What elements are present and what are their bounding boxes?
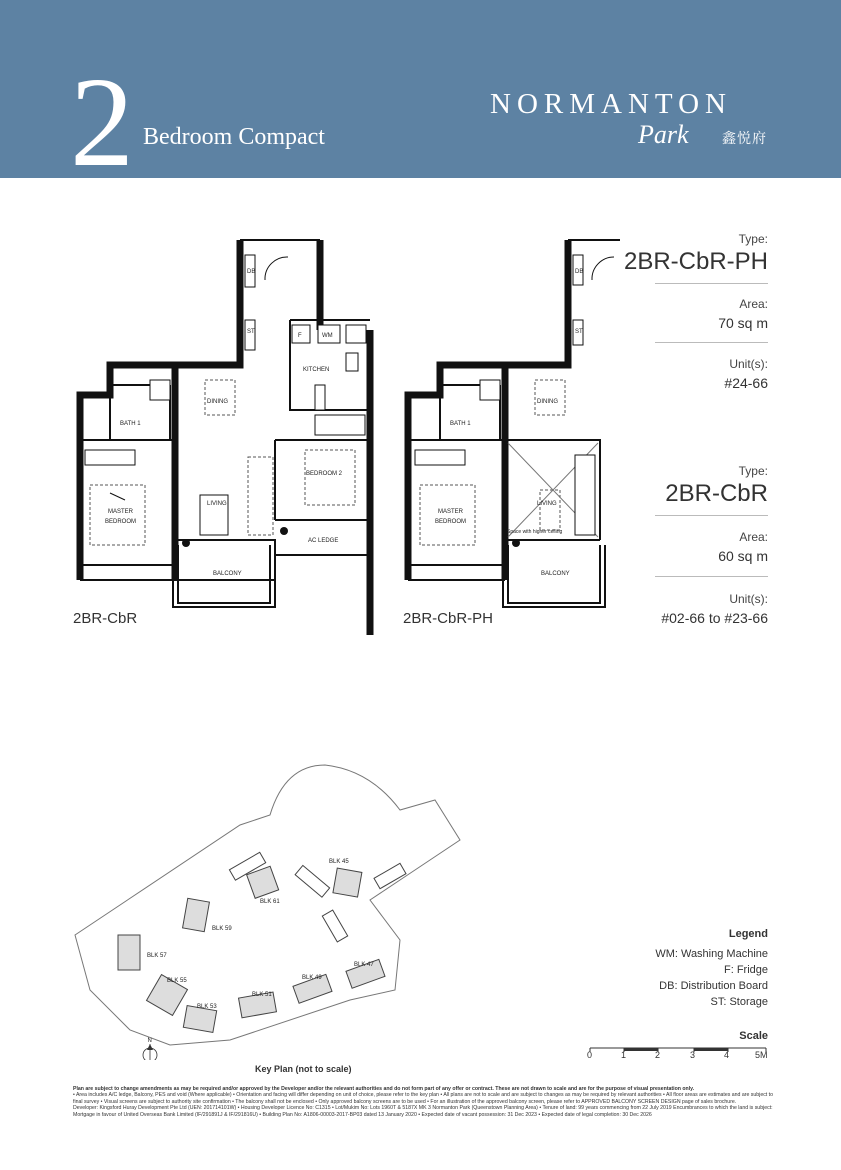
area-label-ph: Area: — [739, 297, 768, 311]
living-label-right: LIVING — [537, 501, 557, 507]
scale-title: Scale — [739, 1030, 768, 1042]
key-plan-site-drawing — [70, 760, 470, 1060]
plan-label-2br-cbr-ph: 2BR-CbR-PH — [403, 610, 494, 627]
units-value-cbr: #02-66 to #23-66 — [661, 610, 768, 626]
divider — [655, 515, 768, 516]
db-label-right: DB — [575, 269, 584, 275]
scale-tick: 1 — [621, 1050, 627, 1060]
units-value-ph: #24-66 — [724, 375, 768, 391]
bedroom2-label-left: BEDROOM 2 — [306, 471, 343, 477]
floor-plan-2br-cbr — [70, 235, 380, 645]
blk-label: BLK 59 — [212, 926, 232, 932]
brand-logo-chinese: 鑫悦府 — [722, 130, 767, 146]
disclaimer-notes: • Area includes A/C ledge, Balcony, PES and void (Where applicable) • Orientation and facing will differ depending on unit of choice, please refer to the key plan • All plans are not to scale and are subject to changes as may be required by relevant authorities • All floor areas are estimates and are subject to final survey • Visual screens are subject to authority site confirmation • The balcony shall not be enclosed • Only approved balcony screens are to be used • For an illustration of the approved balcony screen, please refer to APPROVED BALCONY SCREEN DESIGN page of sales brochure. — [73, 1092, 774, 1105]
balcony-label-right: BALCONY — [541, 571, 570, 577]
dining-label-left: DINING — [207, 399, 228, 405]
legend-item: ST: Storage — [710, 996, 768, 1008]
unit-category-title: Bedroom Compact — [143, 124, 325, 150]
type-label-cbr: Type: — [738, 464, 768, 478]
legend-title: Legend — [728, 928, 768, 940]
disclaimer-main: Plan are subject to change amendments as may be required and/or approved by the Developer and/or the relevant authorities and do not form part of any offer or contract. These are not drawn to scale and are for the purpose of visual presentation only. — [73, 1086, 695, 1092]
divider — [655, 576, 768, 577]
balcony-label-left: BALCONY — [213, 571, 242, 577]
units-label-ph: Unit(s): — [729, 357, 768, 371]
units-label-cbr: Unit(s): — [729, 592, 768, 606]
type-value-cbr: 2BR-CbR — [665, 480, 768, 507]
scale-tick: 5M — [755, 1050, 768, 1060]
units-info-ph — [568, 357, 768, 391]
divider — [655, 342, 768, 343]
area-info-ph — [568, 297, 768, 331]
higher-ceiling-label: Space with higher ceiling — [507, 529, 563, 535]
scale-tick: 2 — [655, 1050, 661, 1060]
scale-tick: 4 — [724, 1050, 730, 1060]
north-arrow-icon — [143, 1038, 157, 1060]
plan-label-2br-cbr: 2BR-CbR — [73, 610, 138, 627]
legend-item: F: Fridge — [723, 964, 768, 976]
wm-label-left: WM — [322, 333, 333, 339]
brand-logo-text: NORMANTON — [490, 88, 732, 120]
blk-label: BLK 45 — [329, 859, 349, 865]
db-label-left: DB — [247, 269, 256, 275]
blk-label: BLK 61 — [260, 899, 280, 905]
dining-label-right: DINING — [537, 399, 558, 405]
blk-label: BLK 51 — [252, 992, 272, 998]
area-label-cbr: Area: — [739, 530, 768, 544]
unit-info-ph — [568, 232, 768, 276]
kitchen-label-left: KITCHEN — [303, 367, 330, 373]
blk-label: BLK 55 — [167, 978, 187, 984]
units-info-cbr — [568, 592, 768, 626]
bath-label-right: BATH 1 — [450, 421, 471, 427]
floor-plan-2br-cbr-drawing — [70, 235, 380, 645]
st-label-left: ST — [247, 329, 255, 335]
brand-logo-script: Park — [638, 120, 689, 149]
fridge-label-left: F — [298, 333, 302, 339]
master-bedroom-label-left: BEDROOM — [105, 519, 137, 525]
master-bedroom-label-right: BEDROOM — [435, 519, 467, 525]
legend-item: DB: Distribution Board — [659, 980, 768, 992]
area-info-cbr — [568, 530, 768, 564]
type-value-ph: 2BR-CbR-PH — [623, 248, 768, 275]
master-label-left: MASTER — [108, 509, 134, 515]
st-label-right: ST — [575, 329, 583, 335]
unit-info-cbr — [568, 464, 768, 508]
blk-label: BLK 47 — [354, 962, 374, 968]
type-label-ph: Type: — [738, 232, 768, 246]
bath-label-left: BATH 1 — [120, 421, 141, 427]
ac-ledge-label-left: AC LEDGE — [308, 538, 339, 544]
bedroom-count: 2 — [70, 51, 134, 193]
legend — [655, 928, 768, 1012]
blk-label: BLK 57 — [147, 953, 167, 959]
key-plan — [70, 760, 470, 1065]
scale-bar — [588, 1047, 768, 1055]
area-value-ph: 70 sq m — [718, 315, 768, 331]
north-label: N — [147, 1038, 152, 1044]
disclaimer — [73, 1086, 773, 1118]
divider — [655, 283, 768, 284]
scale-tick: 3 — [690, 1050, 696, 1060]
disclaimer-developer: Developer: Kingsford Huray Development Pte Ltd (UEN: 201714101W) • Housing Developer Licence No: C1315 • Lot/Mukim No: Lots 1960T & 5187X MK 3 Normanton Park (Queenstown Planning Area) • Tenure of land: 99 years commencing from 22 July 2019 Encumbrances to which the land is subject: Mortgage in favour of United Overseas Bank Limited (IF/291891J & IF/291816U) • Building Plan No: A1806-00003-2017-BP03 dated 13 January 2020 • Expected date of vacant possession: 31 Dec 2023 • Expected date of legal completion: 30 Dec 2026 — [73, 1105, 773, 1118]
living-label-left: LIVING — [207, 501, 227, 507]
blk-label: BLK 53 — [197, 1004, 217, 1010]
key-plan-caption: Key Plan (not to scale) — [255, 1064, 352, 1074]
area-value-cbr: 60 sq m — [718, 548, 768, 564]
legend-item: WM: Washing Machine — [655, 948, 768, 960]
scale-tick: 0 — [587, 1050, 593, 1060]
master-label-right: MASTER — [438, 509, 464, 515]
blk-label: BLK 49 — [302, 975, 322, 981]
header-banner — [0, 0, 841, 193]
